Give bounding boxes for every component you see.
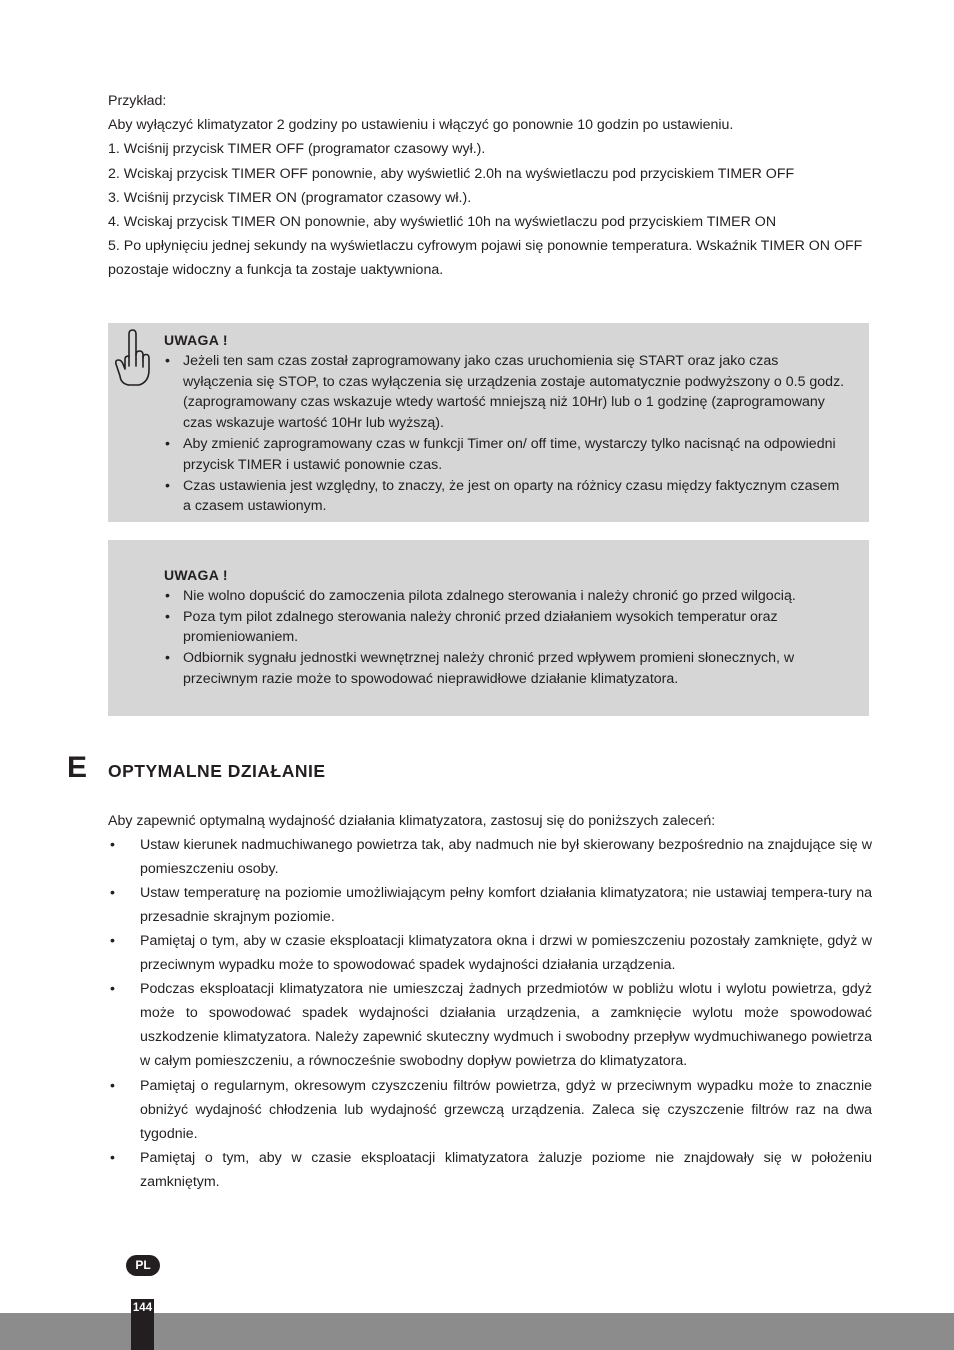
list-item: • Ustaw temperaturę na poziomie umożliwiającym pełny komfort działania klimatyzatora; nie ustawiaj tempera-tury na przesadnie skrajnym poziomie. [108,881,872,929]
list-item: • Jeżeli ten sam czas został zaprogramowany jako czas uruchomienia się START oraz jako czas wyłączenia się STOP, to czas wyłączenia się urządzenia zostaje automatycznie podwyższony o 0.5 godz. (zaprogramowany czas wskazuje wtedy wartość mniejszą niż 10Hr) lub o 1 godzinę (zaprogramowany czas wskazuje wartość 10Hr lub wyższą). [164,351,851,434]
list-item: • Poza tym pilot zdalnego sterowania należy chronić przed działaniem wysokich temperatur oraz promieniowaniem. [164,607,851,649]
warning-title: UWAGA ! [164,332,228,348]
warning-title: UWAGA ! [164,567,228,583]
list-item: • Nie wolno dopuścić do zamoczenia pilota zdalnego sterowania i należy chronić go przed wilgocią. [164,586,851,607]
page-number: 144 [131,1299,154,1350]
warning-list [164,351,851,517]
list-item: • Pamiętaj o regularnym, okresowym czyszczeniu filtrów powietrza, gdyż w przeciwnym wypadku może to znacznie obniżyć wydajność chłodzenia lub wydajność grzewczą urządzenia. Zaleca się czyszczenie filtrów raz na dwa tygodnie. [108,1074,872,1146]
intro-line: 4. Wciskaj przycisk TIMER ON ponownie, aby wyświetlić 10h na wyświetlaczu pod przyciskiem TIMER ON [108,214,777,231]
intro-line: 3. Wciśnij przycisk TIMER ON (programator czasowy wł.). [108,189,472,206]
list-item: • Pamiętaj o tym, aby w czasie eksploatacji klimatyzatora żaluzje poziome nie znajdowały się w położeniu zamkniętym. [108,1146,872,1194]
recommendations-intro: Aby zapewnić optymalną wydajność działania klimatyzatora, zastosuj się do poniższych zaleceń: [108,813,716,829]
section-title: OPTYMALNE DZIAŁANIE [108,761,326,781]
list-item: • Czas ustawienia jest względny, to znaczy, że jest on oparty na różnicy czasu między faktycznym czasem a czasem ustawionym. [164,476,851,518]
intro-line: 5. Po upłynięciu jednej sekundy na wyświetlaczu cyfrowym pojawi się ponownie temperatura. Wskaźnik TIMER ON OFF pozostaje widoczny a funkcja ta zostaje uaktywniona. [108,238,863,279]
warning-box-remote [108,540,869,716]
warning-list [164,586,851,690]
intro-line: Przykład: [108,93,167,109]
pointing-hand-icon [112,329,150,387]
list-item: • Aby zmienić zaprogramowany czas w funkcji Timer on/ off time, wystarczy tylko nacisnąć na odpowiedni przycisk TIMER i ustawić ponownie czas. [164,434,851,476]
intro-line: 2. Wciskaj przycisk TIMER OFF ponownie, aby wyświetlić 2.0h na wyświetlaczu pod przyciskiem TIMER OFF [108,165,795,182]
list-item: • Ustaw kierunek nadmuchiwanego powietrza tak, aby nadmuch nie był skierowany bezpośrednio na znajdujące się w pomieszczeniu osoby. [108,833,872,881]
intro-line: Aby wyłączyć klimatyzator 2 godziny po ustawieniu i włączyć go ponownie 10 godzin po ustawieniu. [108,117,734,134]
language-badge: PL [126,1255,160,1276]
intro-line: 1. Wciśnij przycisk TIMER OFF (programator czasowy wył.). [108,141,486,158]
recommendations [108,809,872,1194]
warning-box-timer [108,323,869,522]
section-letter: E [67,751,88,784]
list-item: • Pamiętaj o tym, aby w czasie eksploatacji klimatyzatora okna i drzwi w pomieszczeniu pozostały zamknięte, gdyż w przeciwnym wypadku może to spowodować spadek wydajności działania urządzenia. [108,929,872,977]
list-item: • Podczas eksploatacji klimatyzatora nie umieszczaj żadnych przedmiotów w pobliżu wlotu i wylotu powietrza, gdyż może to spowodować spadek wydajności działania urządzenia, a zamknięcie wylotu może spowodować uszkodzenie klimatyzatora. Należy zapewnić skuteczny wydmuch i swobodny przepływ wydmuchiwanego powietrza w całym pomieszczeniu, a równocześnie swobodny dopływ powietrza do klimatyzatora. [108,977,872,1073]
intro-text [108,89,872,283]
list-item: • Odbiornik sygnału jednostki wewnętrznej należy chronić przed wpływem promieni słonecznych, w przeciwnym razie może to spowodować nieprawidłowe działanie klimatyzatora. [164,648,851,690]
recommendations-list [108,833,872,1194]
